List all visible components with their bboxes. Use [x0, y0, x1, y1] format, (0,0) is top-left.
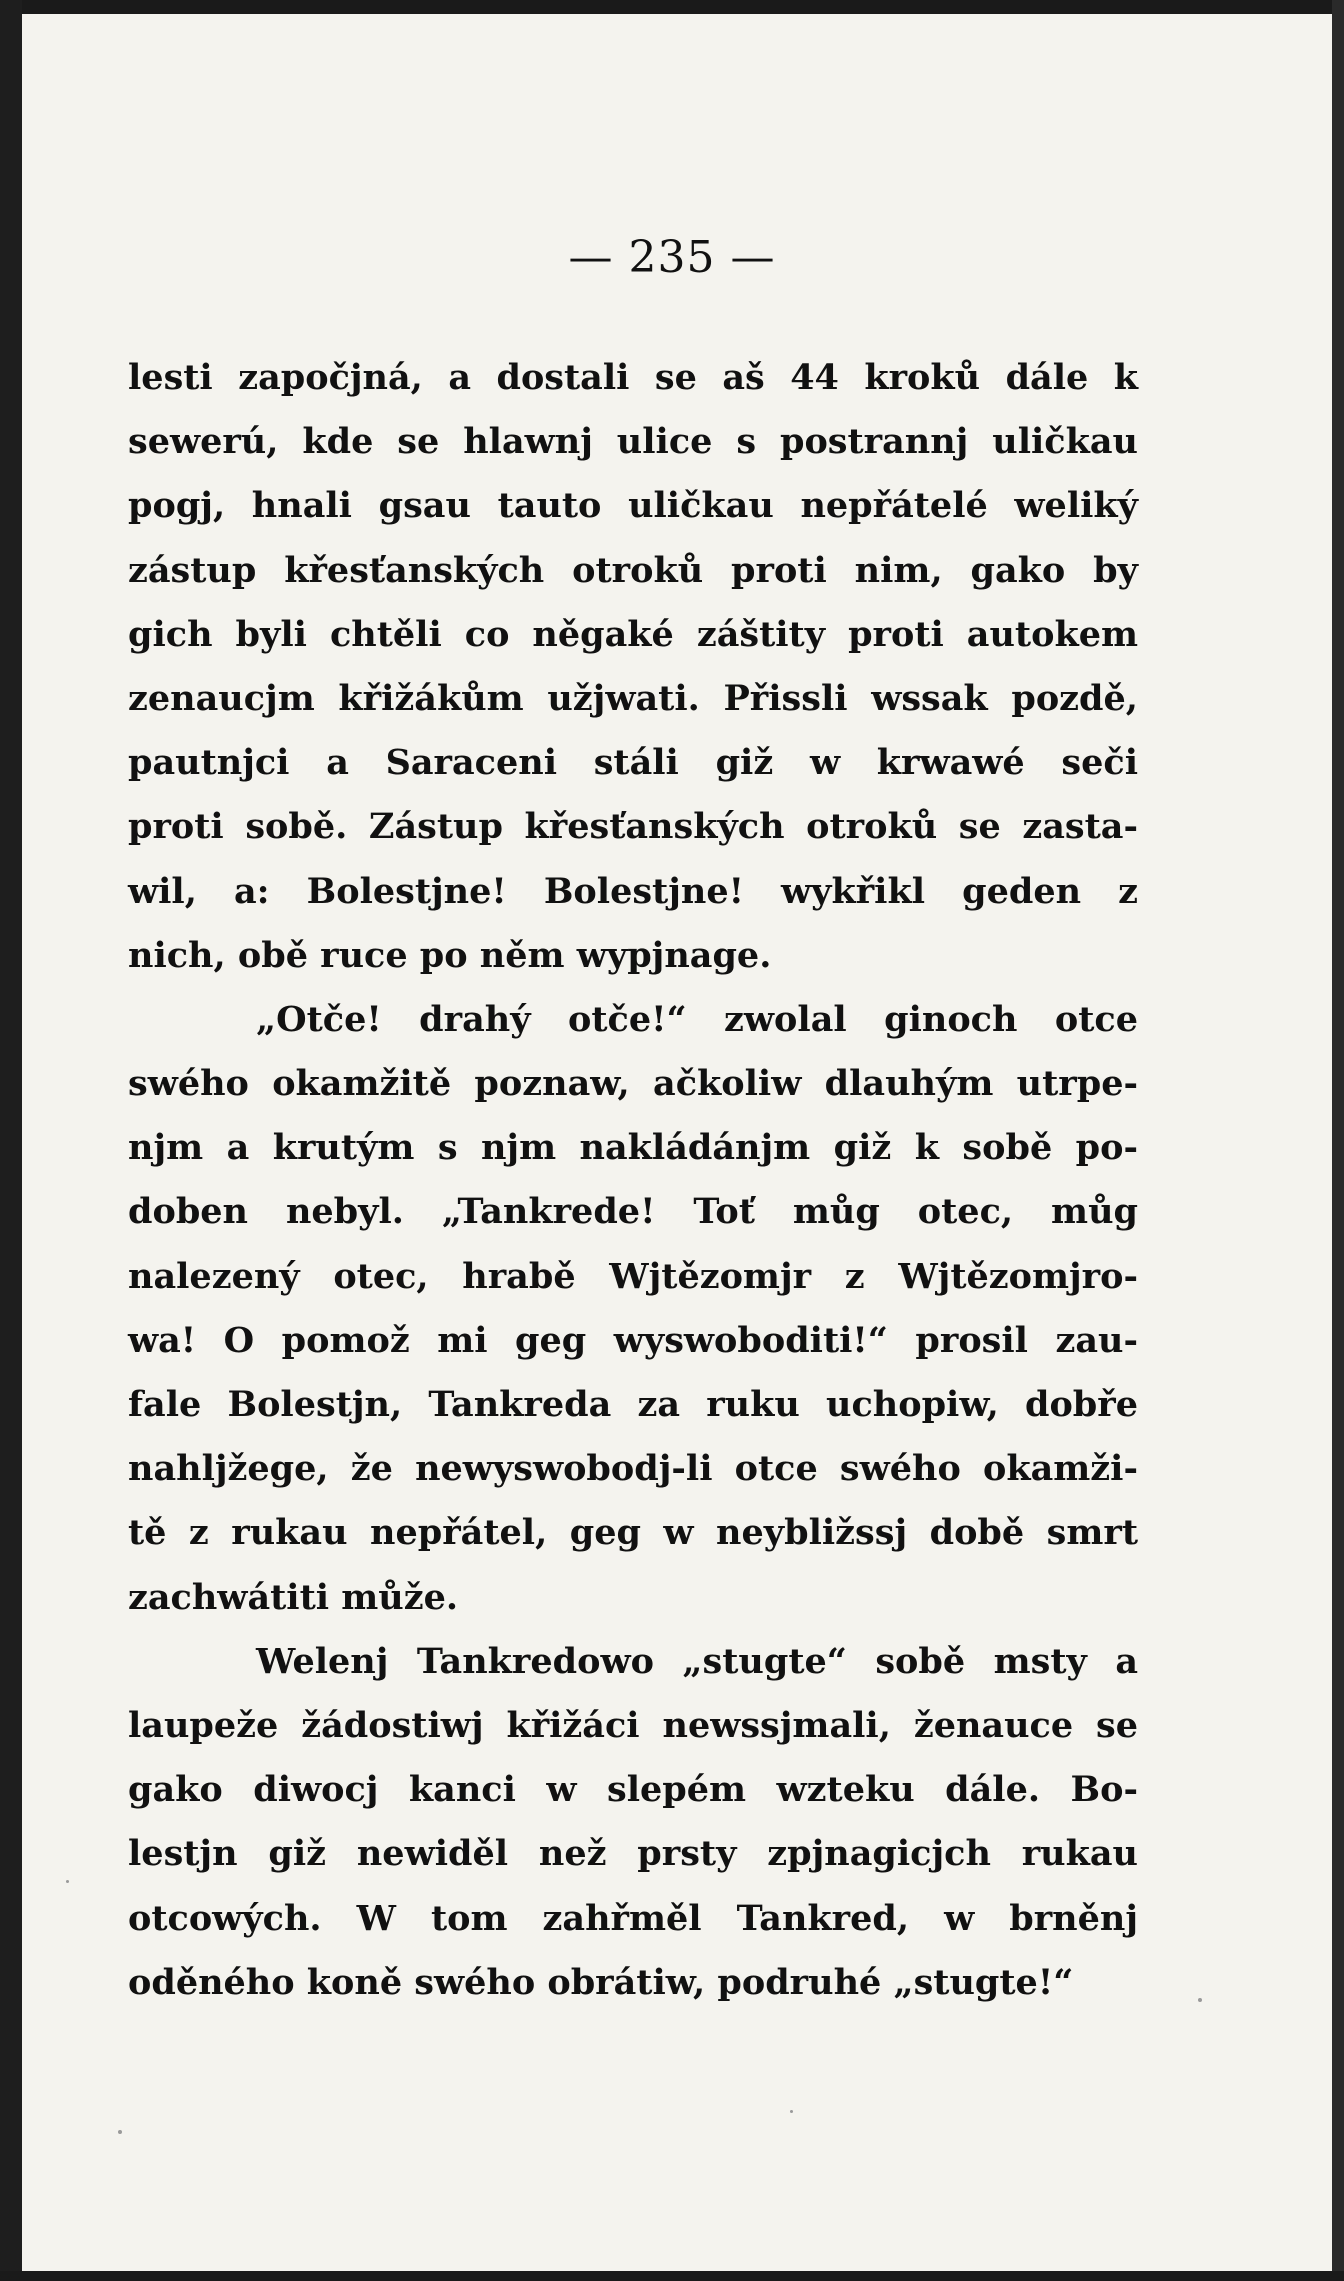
text-line: wil, a: Bolestjne! Bolestjne! wykřikl geden z	[128, 870, 1138, 912]
text-line: zachwátiti může.	[128, 1576, 459, 1618]
text-line: proti sobě. Zástup křesťanských otroků se zasta-	[128, 806, 1138, 848]
text-line: njm a krutým s njm nakládánjm giž k sobě po-	[128, 1127, 1138, 1169]
text-line: nich, obě ruce po něm wypjnage.	[128, 934, 772, 976]
text-line: gako diwocj kanci w slepém wzteku dále. Bo-	[128, 1769, 1138, 1811]
scan-border-left	[0, 0, 22, 2281]
text-line: sewerú, kde se hlawnj ulice s postrannj uličkau	[128, 421, 1138, 463]
body-text	[128, 346, 1138, 2015]
text-line: zenaucjm křižákům užjwati. Přissli wssak pozdě,	[128, 677, 1138, 719]
text-line: lestjn giž newiděl než prsty zpjnagicjch rukau	[128, 1833, 1138, 1875]
text-line: nalezený otec, hrabě Wjtězomjr z Wjtězomjro-	[128, 1255, 1138, 1297]
text-line: gich byli chtěli co něgaké záštity proti autokem	[128, 613, 1138, 655]
text-line-paragraph-start: „Otče! drahý otče!“ zwolal ginoch otce	[256, 998, 1138, 1040]
text-line: fale Bolestjn, Tankreda za ruku uchopiw, dobře	[128, 1384, 1138, 1425]
paper-speck	[118, 2130, 122, 2134]
scan-border-right	[1332, 0, 1344, 2281]
text-line: lesti započjná, a dostali se aš 44 kroků dále k	[128, 357, 1138, 398]
scan-border-top	[0, 0, 1344, 14]
text-line: pogj, hnali gsau tauto uličkau nepřátelé weliký	[128, 485, 1138, 527]
text-line: nahljžege, že newyswobodj-li otce swého okamži-	[128, 1448, 1138, 1490]
text-line: doben nebyl. „Tankrede! Toť můg otec, můg	[128, 1191, 1138, 1233]
text-line: zástup křesťanských otroků proti nim, gako by	[128, 549, 1138, 591]
text-line: wa! O pomož mi geg wyswoboditi!“ prosil zau-	[128, 1319, 1138, 1361]
paper-speck	[66, 1880, 69, 1883]
text-line: swého okamžitě poznaw, ačkoliw dlauhým utrpe-	[128, 1063, 1138, 1105]
page-number: — 235 —	[568, 232, 776, 283]
text-line: otcowých. W tom zahřměl Tankred, w brněnj	[128, 1897, 1138, 1939]
text-line: oděného koně swého obrátiw, podruhé „stugte!“	[128, 1961, 1074, 2003]
text-line: laupeže žádostiwj křižáci newssjmali, ženauce se	[128, 1704, 1138, 1746]
paper-speck	[790, 2110, 793, 2113]
text-line: pautnjci a Saraceni stáli giž w krwawé seči	[128, 742, 1138, 784]
paper-speck	[1198, 1998, 1202, 2002]
scan-border-bottom	[0, 2271, 1344, 2281]
text-line-paragraph-start: Welenj Tankredowo „stugte“ sobě msty a	[256, 1640, 1138, 1682]
text-line: tě z rukau nepřátel, geg w neybližssj době smrt	[128, 1512, 1138, 1554]
